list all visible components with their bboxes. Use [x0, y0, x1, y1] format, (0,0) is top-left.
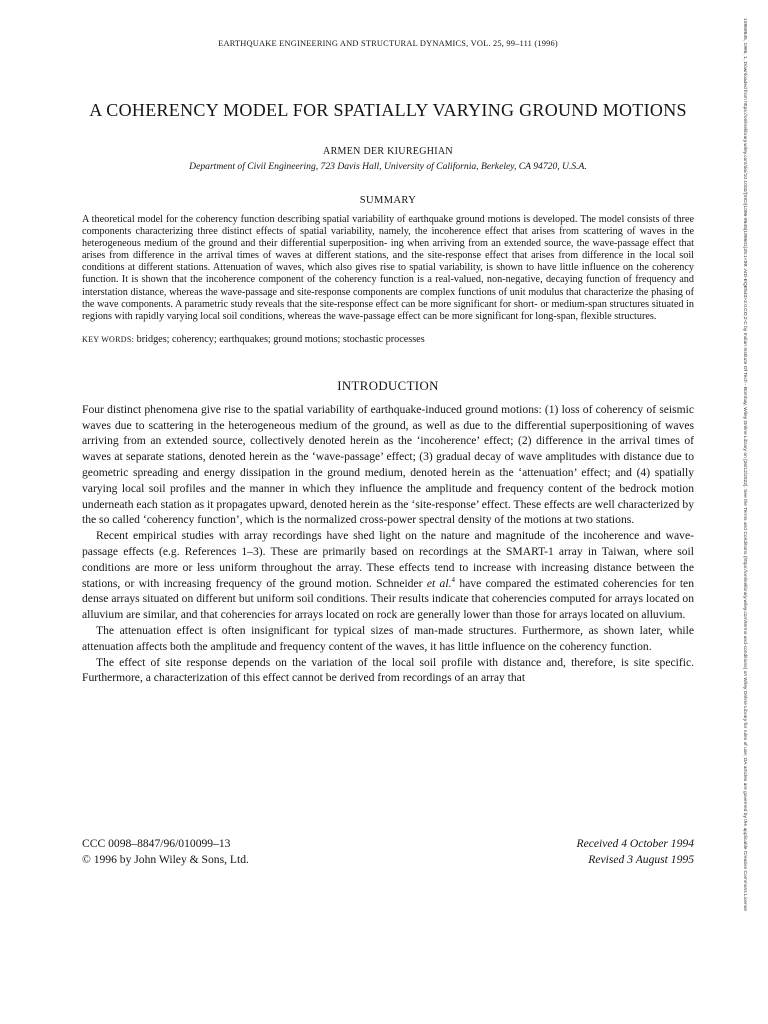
- copyright-notice: © 1996 by John Wiley & Sons, Ltd.: [82, 852, 249, 866]
- abstract-text: A theoretical model for the coherency function describing spatial variability of earthquake ground motions is developed. The model consists of three components characterizing three distinct effects of spatial variability, namely, the incoherence effect that arises from scattering of waves in the heterogeneous medium of the ground and their differential superposition- ing when arriving from an extended source, the wave-passage effect that arises from difference in the arrival times of waves at different stations, and the site-response effect that arises from difference in the local soil conditions at different stations. Attenuation of waves, which also gives rise to spatial variability, is shown to have little influence on the coherency function. It is shown that the incoherence component of the coherency function is a real-valued, non-negative, decaying function of frequency and interstation distance, whereas the wave-passage and site-response components are complex functions of unit modulus that characterize the phasing of the wave components. A parametric study reveals that the site-response effect can be more significant for short- or medium-span structures situated in regions with rapidly varying local soil conditions, whereas the wave-passage effect can be more significant for long-span, flexible structures.: [82, 214, 694, 322]
- keywords-label: KEY WORDS:: [82, 334, 135, 344]
- article-page: [82, 38, 694, 686]
- introduction-heading: INTRODUCTION: [337, 378, 439, 393]
- received-date: Received 4 October 1994: [576, 837, 694, 850]
- introduction-body: [82, 402, 694, 686]
- ccc-code: CCC 0098–8847/96/010099–13: [82, 837, 231, 850]
- download-notice-strip: [734, 18, 754, 1003]
- intro-paragraph-4: The effect of site response depends on the variation of the local soil profile with distance and, therefore, is site specific. Furthermore, a characterization of this effect cannot be derived from recordings of an array that: [82, 655, 694, 685]
- footer-left: [82, 836, 249, 867]
- footer-right: [577, 836, 695, 867]
- keywords-line: [82, 334, 694, 346]
- revised-date: Revised 3 August 1995: [588, 852, 694, 866]
- keywords-text: bridges; coherency; earthquakes; ground motions; stochastic processes: [136, 333, 425, 345]
- intro-paragraph-2: Recent empirical studies with array recordings have shed light on the nature and magnitude of the incoherence and wave-passage effects (e.g. References 1–3). These are primarily based on recordings at the SMART-1 array in Taiwan, where soil conditions are more or less uniform throughout the array. These effects tend to increase with increasing distance between the stations, or with increasing frequency of the ground motion. Schneider et al.$^4$ have compared the estimated coherencies for ten dense arrays situated on different but uniform soil conditions. Their results indicate that coherencies computed for arrays located on alluvium are similar, and that coherencies for arrays located on rock are generally lower than those for arrays located on alluvium.: [82, 529, 695, 622]
- author-affiliation: Department of Civil Engineering, 723 Davis Hall, University of California, Berkeley, CA 94720, U.S.A.: [189, 161, 587, 172]
- intro-paragraph-3: The attenuation effect is often insignificant for typical sizes of man-made structures. Furthermore, as shown later, while attenuation affects both the amplitude and frequency content of the waves, it has little influence on the coherency function.: [82, 624, 694, 653]
- et-al-text: et al.: [426, 576, 452, 590]
- intro-paragraph-1: Four distinct phenomena give rise to the spatial variability of earthquake-induced ground motions: (1) loss of coherency of seismic waves due to scattering in the heterogeneous medium of the ground, as well as due to the differential superpositioning of waves arriving from an extended source, collectively denoted herein as the ‘incoherence’ effect; (2) difference in the arrival times of waves at separate stations, denoted herein as the ‘wave-passage’ effect; (3) gradual decay of wave amplitudes with distance due to geometric spreading and energy dissipation in the ground medium, denoted herein as the ‘attenuation’ effect; and (4) spatially varying local soil profiles and the manner in which they influence the amplitude and frequency content of the bedrock motion underneath each station as it propagates upward, denoted herein as the ‘site-response’ effect. These effects are well characterized by the so called ‘coherency function’, which is the normalized cross-power spectral density of the motions at two stations.: [82, 402, 694, 527]
- download-notice: 10969845, 1996, 1, Downloaded from https://onlinelibrary.wiley.com/doi/10.1002/(SICI)1096-9845(199601)25:1<99::AID-EQE540>3.0.CO;2-C by Indian Institute Of Tech - Bombay, Wiley Online Library on [26/12/2022]. See the Terms and Conditions (https://onlinelibrary.wiley.com/terms-and-conditions) on Wiley Online Library for rules of use; OA articles are governed by the applicable Creative Commons License: [742, 18, 747, 911]
- running-head: EARTHQUAKE ENGINEERING AND STRUCTURAL DYNAMICS, VOL. 25, 99–111 (1996): [218, 39, 558, 48]
- reference-marker: 4: [451, 575, 455, 584]
- paper-title: A COHERENCY MODEL FOR SPATIALLY VARYING GROUND MOTIONS: [89, 100, 687, 120]
- author-name: ARMEN DER KIUREGHIAN: [323, 146, 453, 157]
- summary-heading: SUMMARY: [359, 195, 417, 206]
